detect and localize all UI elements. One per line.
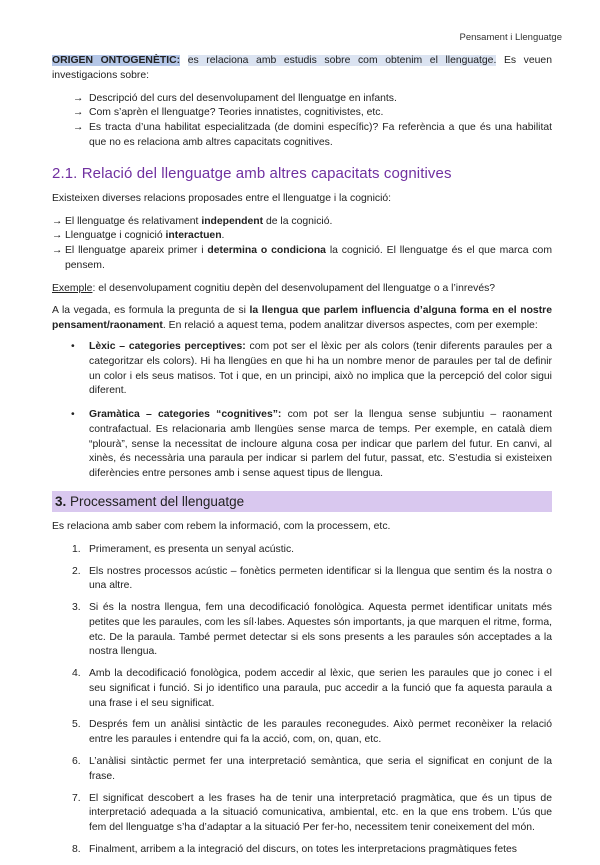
list-item: → Descripció del curs del desenvolupament del llenguatge en infants. xyxy=(52,92,552,107)
bullet-icon: • xyxy=(71,409,75,421)
arrow-icon: → xyxy=(52,245,63,257)
section-2-1-intro: Existeixen diverses relacions proposades entre el llenguatge i la cognició: xyxy=(52,192,392,204)
bullet-icon: • xyxy=(71,341,75,353)
arrow-icon: → xyxy=(52,215,63,227)
list-item: 6. L’anàlisi sintàctic permet fer una interpretació semàntica, que seria el significat en conjunt de la frase. xyxy=(72,756,552,782)
aspects-list xyxy=(52,340,552,482)
intro-rest: Es veuen investigacions sobre: xyxy=(52,55,552,81)
page-content xyxy=(52,54,552,865)
arrow-icon: → xyxy=(73,122,84,134)
list-item: → Llenguatge i cognició interactuen. xyxy=(52,229,552,244)
list-item: → El llenguatge és relativament independent de la cognició. xyxy=(52,215,552,230)
list-item: 5. Després fem un anàlisi sintàctic de les paraules reconegudes. Això permet reconèixer la relació entre les paraules i entendre qui fa la acció, com, on, quan, etc. xyxy=(72,719,552,746)
intro-label: ORIGEN ONTOGENÈTIC: xyxy=(52,55,181,66)
arrow-icon: → xyxy=(73,107,84,119)
example-paragraph: Exemple: el desenvolupament cognitiu depèn del desenvolupament del llenguatge o a l’inrevés? xyxy=(52,282,496,294)
list-item: → Com s’aprèn el llenguatge? Teories innatistes, cognitivistes, etc. xyxy=(52,106,552,121)
intro-highlight: es relaciona amb estudis sobre com obtenim el llenguatge. xyxy=(187,55,497,66)
list-item: 4. Amb la decodificació fonològica, podem accedir al lèxic, que serien les paraules que jo conec i el seu significat i funció. Si jo identifico una paraula, puc accedir a la funció que fa aquesta paraula a una frase i el seu significat. xyxy=(72,668,552,709)
list-item: 3. Si és la nostra llengua, fem una decodificació fonològica. Aquesta permet identificar unitats més petites que les paraules, com les síl·labes. Aquestes són importants, ja que marquen el ritme, forma, etc. De la paraula. També permet detectar si els sons presents a les paraules són acceptades a la nostra llengua. xyxy=(72,602,552,658)
list-item: → El llenguatge apareix primer i determina o condiciona la cognició. El llenguatge és el que marca com pensem. xyxy=(52,245,552,271)
list-item: → Es tracta d’una habilitat especialitzada (de domini específic)? Fa referència a que és una habilitat que no es relaciona amb altres capacitats cognitives. xyxy=(73,122,552,148)
processing-steps xyxy=(52,543,552,858)
intro-list xyxy=(52,92,552,151)
section-3-intro: Es relaciona amb saber com rebem la informació, com la processem, etc. xyxy=(52,521,391,533)
running-header: Pensament i Llenguatge xyxy=(459,32,562,43)
section-3-heading: 3. Processament del llenguatge xyxy=(52,491,552,512)
list-item: • Lèxic – categories perceptives: com pot ser el lèxic per als colors (tenir diferents paraules per a categoritzar els colors). Hi ha llengües en que hi ha un nombre menor de paraules per tal de definir un color i els seus matisos. Tot i que, en un principi, això no implica que la percepció del color sigui diferent. xyxy=(71,341,552,397)
intro-paragraph xyxy=(52,54,552,84)
arrow-icon: → xyxy=(52,230,63,242)
list-item: 7. El significat descobert a les frases ha de tenir una interpretació pragmàtica, que és un tipus de interpretació adequada a la situació comunicativa, ambiental, etc. en la que ens trobem. L’ús que fem del llenguatge s’ha d’adaptar a la situació Per fer-ho, necessitem tenir coneixement del món. xyxy=(72,792,552,834)
list-item: 1. Primerament, es presenta un senyal acústic. xyxy=(72,543,295,555)
arrow-icon: → xyxy=(73,92,84,104)
section-2-1-heading: 2.1. Relació del llenguatge amb altres capacitats cognitives xyxy=(52,164,452,182)
question-paragraph: A la vegada, es formula la pregunta de si la llengua que parlem influencia d’alguna forma en el nostre pensament/raonament. En relació a aquest tema, podem analitzar diversos aspectes, com per exemple: xyxy=(52,305,552,332)
relations-list xyxy=(52,215,552,274)
list-item: 2. Els nostres processos acústic – fonètics permeten identificar si la llengua que sentim és la nostra o una altre. xyxy=(72,565,552,592)
list-item: • Gramàtica – categories “cognitives”: com pot ser la llengua sense subjuntiu – raonament contrafactual. Es relacionaria amb llengües sense marca de temps. Per exemple, en català diem “plourà”, sense la necessitat de incloure alguna cosa per indicar que parlem del futur. En canvi, al xinès, és necessària una paraula per indicar si parlem del futur, passat, etc. S’estudia si existeixen diferències entre persones amb i sense aquest tipus de llengua. xyxy=(71,409,552,480)
list-item: 8. Finalment, arribem a la integració del discurs, on totes les interpretacions pragmàtiques fetes xyxy=(72,843,517,855)
